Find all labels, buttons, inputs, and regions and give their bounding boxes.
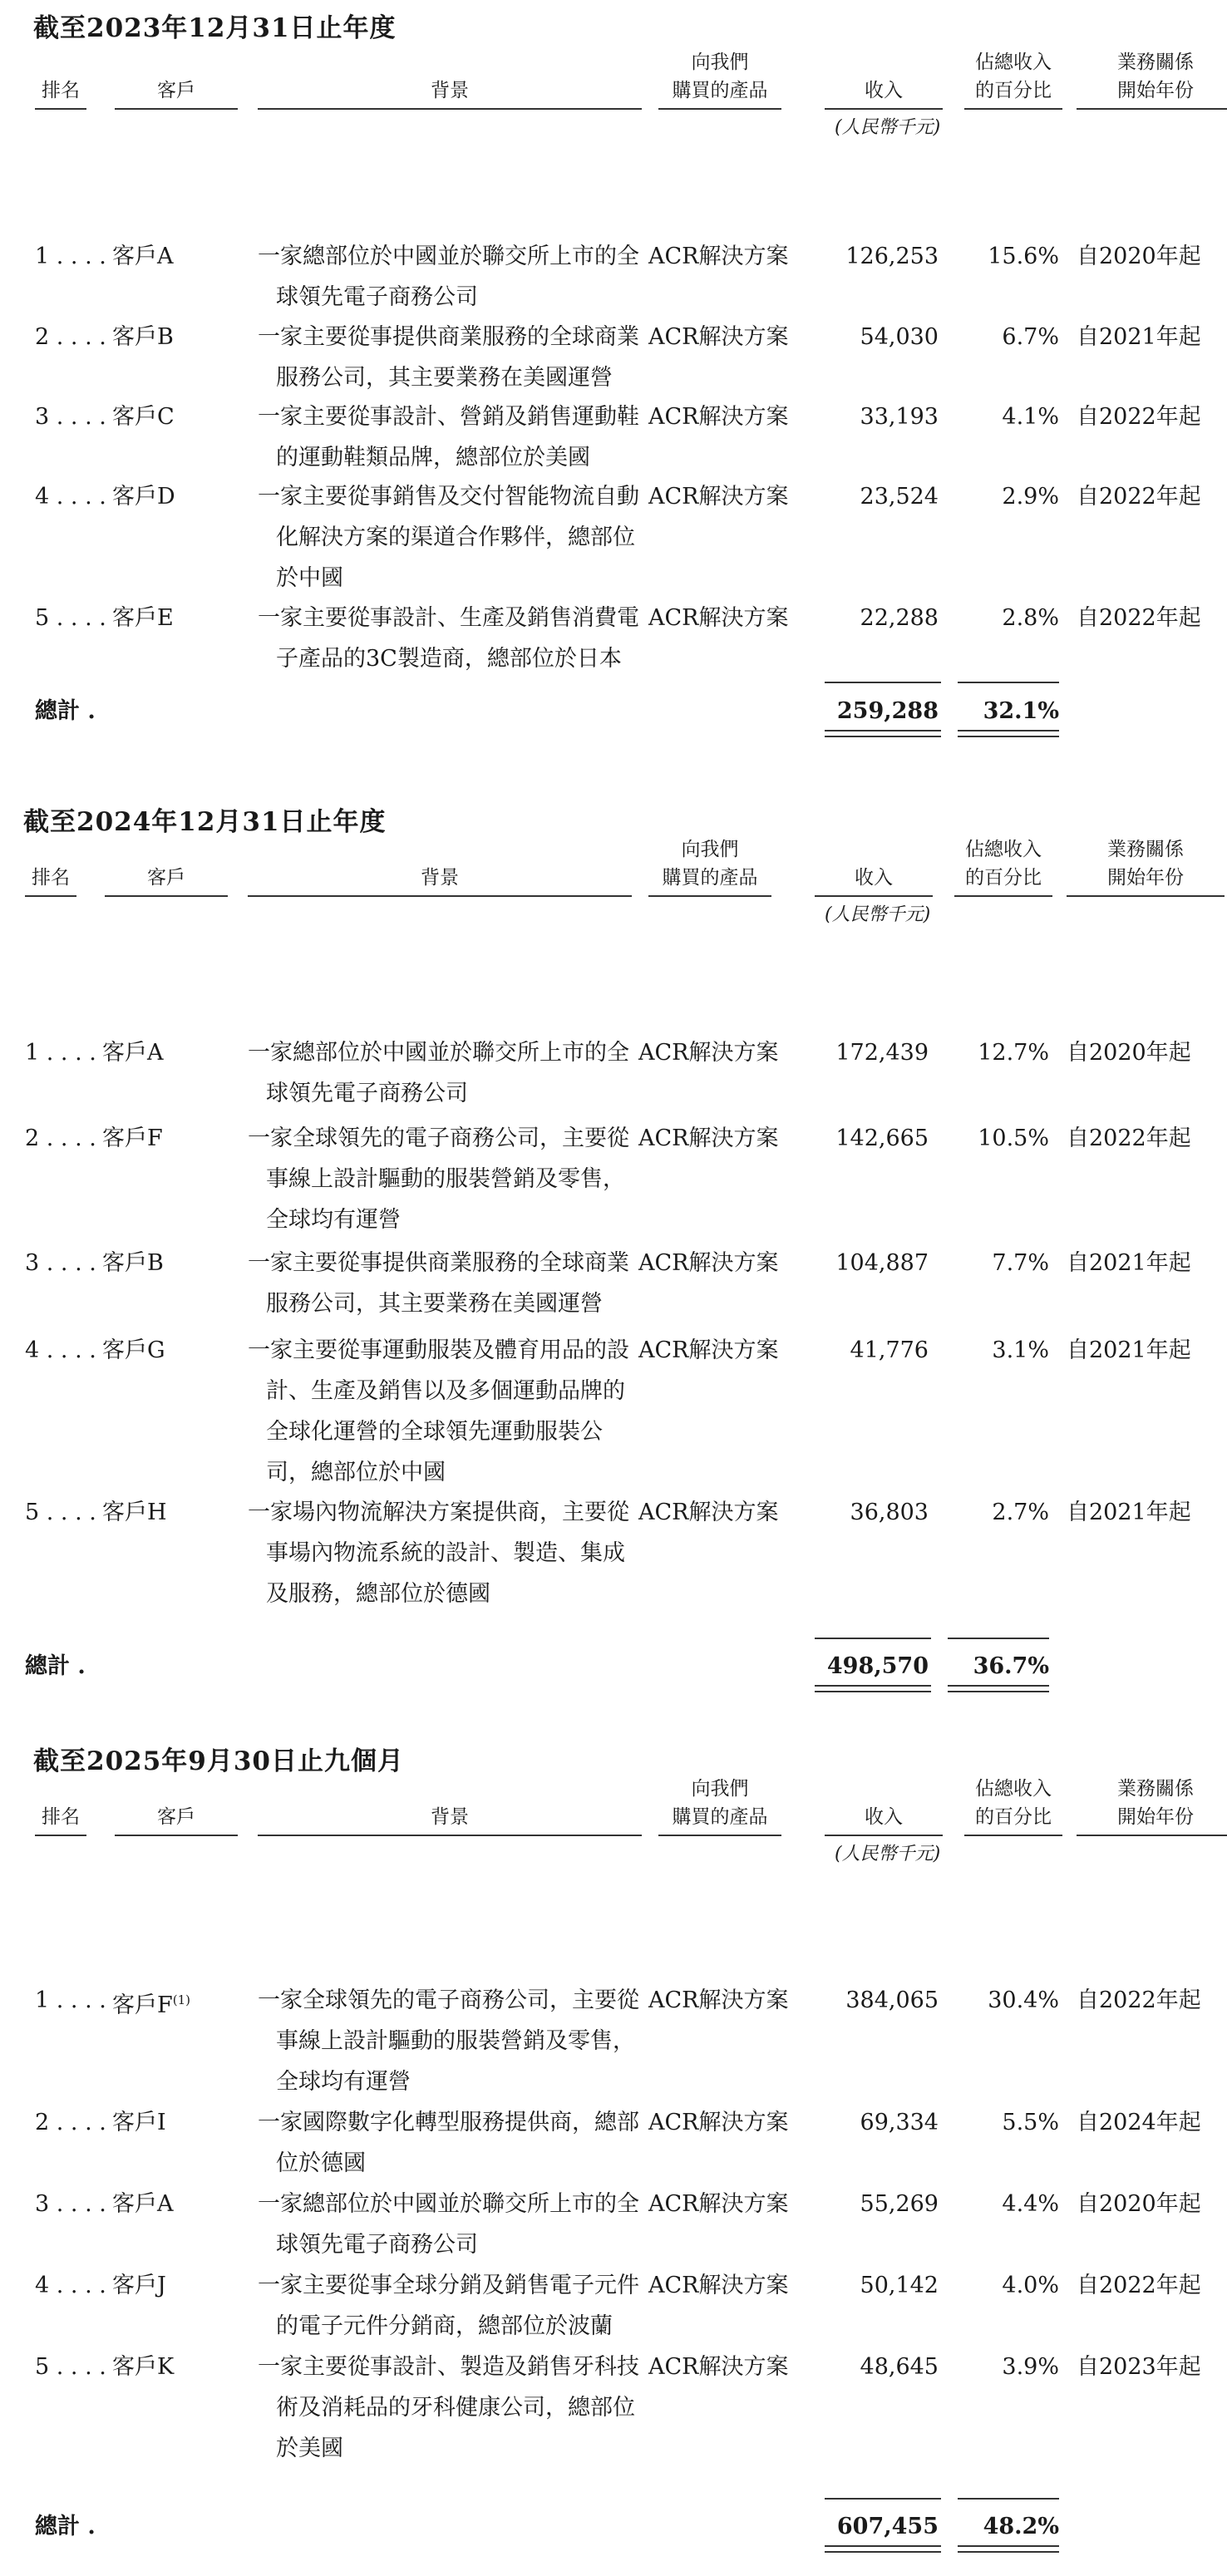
pct-cell: 12.7% [978,1040,1049,1066]
revenue-cell: 126,253 [845,244,939,269]
customer-cell: 客戶A [112,2191,174,2217]
revenue-cell: 41,776 [850,1337,929,1363]
header-pct [964,48,1062,105]
background-line: 球領先電子商務公司 [276,284,478,310]
background-line: 一家主要從事全球分銷及銷售電子元件 [258,2273,639,2298]
header-pct [954,835,1052,892]
background-line: 計、生產及銷售以及多個運動品牌的 [266,1378,625,1404]
pct-cell: 5.5% [1002,2110,1059,2135]
background-cell [258,598,639,679]
header-start [1077,48,1227,105]
header-product-line: 購買的產品 [672,1806,768,1828]
header-rule [825,108,943,110]
revenue-unit: (人民幣千元) [825,904,931,925]
background-line: 術及消耗品的牙科健康公司，總部位 [276,2395,635,2421]
background-line: 的電子元件分銷商，總部位於波蘭 [276,2313,613,2339]
rank-cell: 3 . . . . [25,1250,96,1276]
background-cell [258,2265,639,2347]
background-cell [258,2102,639,2184]
start-year-cell: 自2020年起 [1077,244,1201,269]
start-year-cell: 自2022年起 [1077,1987,1201,2013]
header-product [648,835,771,892]
header-start-line: 開始年份 [1107,867,1184,889]
rank-cell: 4 . . . . [35,2273,106,2298]
customer-cell: 客戶E [112,605,174,631]
header-pct-line: 佔總收入 [975,1778,1052,1800]
header-customer: 客戶 [157,1806,195,1828]
background-line: 一家主要從事提供商業服務的全球商業 [248,1250,629,1276]
product-cell: ACR解決方案 [648,2110,789,2135]
background-cell [258,476,639,598]
start-year-cell: 自2021年起 [1067,1250,1191,1276]
rank-cell: 2 . . . . [35,2110,106,2135]
background-line: 服務公司，其主要業務在美國運營 [266,1291,603,1317]
customer-cell: 客戶H [102,1500,167,1525]
revenue-cell: 36,803 [850,1500,929,1525]
header-customer: 客戶 [157,80,195,101]
start-year-cell: 自2021年起 [1067,1337,1191,1363]
product-cell: ACR解決方案 [648,605,789,631]
revenue-cell: 384,065 [845,1987,939,2013]
pct-cell: 4.4% [1002,2191,1059,2217]
pct-cell: 3.9% [1002,2354,1059,2380]
pct-cell: 7.7% [992,1250,1049,1276]
product-cell: ACR解決方案 [638,1125,779,1151]
customer-cell: 客戶J [112,2273,166,2298]
rank-cell: 4 . . . . [35,484,106,510]
revenue-cell: 50,142 [860,2273,939,2298]
header-rank: 排名 [42,80,80,101]
start-year-cell: 自2020年起 [1077,2191,1201,2217]
header-rule [658,108,781,110]
product-cell: ACR解決方案 [648,404,789,430]
background-line: 一家全球領先的電子商務公司，主要從 [248,1125,629,1151]
header-pct-line: 佔總收入 [965,839,1042,860]
background-line: 一家主要從事運動服裝及體育用品的設 [248,1337,629,1363]
header-rule [964,108,1062,110]
product-cell: ACR解決方案 [638,1040,779,1066]
product-cell: ACR解決方案 [638,1500,779,1525]
background-line: 事線上設計驅動的服裝營銷及零售， [266,1166,625,1192]
revenue-unit: (人民幣千元) [835,1844,941,1864]
background-cell [258,2347,639,2469]
background-line: 服務公司，其主要業務在美國運營 [276,365,613,391]
total-pct: 48.2% [983,2514,1059,2539]
header-product-line: 向我們 [681,839,739,860]
header-revenue: 收入 [865,80,903,101]
rank-cell: 5 . . . . [35,2354,106,2380]
background-cell [258,236,639,318]
revenue-cell: 22,288 [860,605,939,631]
pct-cell: 2.9% [1002,484,1059,510]
product-cell: ACR解決方案 [638,1250,779,1276]
rank-cell: 1 . . . . [25,1040,96,1066]
total-double-rule [825,2545,941,2553]
total-top-rule [958,682,1059,683]
background-cell [248,1118,629,1240]
start-year-cell: 自2022年起 [1067,1125,1191,1151]
start-year-cell: 自2022年起 [1077,484,1201,510]
start-year-cell: 自2021年起 [1077,324,1201,350]
background-cell [258,317,639,398]
background-line: 一家國際數字化轉型服務提供商，總部 [258,2110,639,2135]
revenue-cell: 55,269 [860,2191,939,2217]
table-section [0,1733,1227,2564]
header-start-line: 業務關係 [1107,839,1184,860]
total-top-rule [948,1638,1049,1639]
start-year-cell: 自2023年起 [1077,2354,1201,2380]
total-double-rule [958,730,1059,737]
pct-cell: 4.0% [1002,2273,1059,2298]
customer-cell: 客戶$F^{(1)}$ [112,1992,190,2018]
background-line: 一家總部位於中國並於聯交所上市的全 [258,244,639,269]
header-rule [258,108,642,110]
total-label: 總計 . [35,698,96,724]
background-line: 子產品的3C製造商，總部位於日本 [276,646,622,672]
background-line: 一家主要從事提供商業服務的全球商業 [258,324,639,350]
header-product-line: 購買的產品 [672,80,768,101]
header-rule [258,1835,642,1836]
header-start-line: 業務關係 [1117,52,1194,73]
total-double-rule [825,730,941,737]
background-line: 的運動鞋類品牌，總部位於美國 [276,445,590,470]
total-double-rule [815,1685,931,1692]
pct-cell: 6.7% [1002,324,1059,350]
customer-cell: 客戶A [112,244,174,269]
rank-cell: 2 . . . . [25,1125,96,1151]
background-cell [258,2184,639,2265]
customer-cell: 客戶I [112,2110,166,2135]
background-cell [258,1980,639,2102]
header-product [658,48,781,105]
product-cell: ACR解決方案 [638,1337,779,1363]
background-line: 於美國 [276,2436,343,2461]
background-line: 司，總部位於中國 [266,1460,446,1485]
total-revenue: 259,288 [836,698,939,724]
customer-cell: 客戶D [112,484,175,510]
section-title: 截至2023年12月31日止年度 [33,13,397,43]
background-line: 球領先電子商務公司 [276,2232,478,2258]
total-double-rule [958,2545,1059,2553]
background-line: 全球均有運營 [276,2069,411,2095]
background-cell [248,1243,629,1324]
header-pct-line: 的百分比 [975,1806,1052,1828]
table-section [0,0,1227,831]
background-line: 一家全球領先的電子商務公司，主要從 [258,1987,639,2013]
product-cell: ACR解決方案 [648,2273,789,2298]
background-line: 位於德國 [276,2150,366,2176]
rank-cell: 5 . . . . [35,605,106,631]
total-pct: 36.7% [973,1653,1049,1679]
header-start [1067,835,1225,892]
revenue-unit: (人民幣千元) [835,117,941,138]
background-line: 全球化運營的全球領先運動服裝公 [266,1419,603,1445]
background-line: 化解決方案的渠道合作夥伴，總部位 [276,525,635,550]
start-year-cell: 自2021年起 [1067,1500,1191,1525]
background-cell [248,1492,629,1614]
rank-cell: 2 . . . . [35,324,106,350]
background-line: 一家總部位於中國並於聯交所上市的全 [258,2191,639,2217]
rank-cell: 1 . . . . [35,244,106,269]
customer-cell: 客戶K [112,2354,175,2380]
revenue-cell: 23,524 [860,484,939,510]
customer-cell: 客戶F [102,1125,163,1151]
total-top-rule [825,2498,941,2500]
product-cell: ACR解決方案 [648,2191,789,2217]
header-rule [1077,108,1227,110]
header-customer: 客戶 [147,867,185,889]
pct-cell: 15.6% [988,244,1059,269]
header-rule [25,895,76,897]
total-revenue: 498,570 [826,1653,929,1679]
background-line: 一家主要從事銷售及交付智能物流自動 [258,484,639,510]
header-product-line: 購買的產品 [662,867,758,889]
header-pct-line: 佔總收入 [975,52,1052,73]
header-rule [115,1835,238,1836]
header-background: 背景 [431,80,469,101]
start-year-cell: 自2022年起 [1077,2273,1201,2298]
section-title: 截至2025年9月30日止九個月 [33,1746,404,1776]
rank-cell: 4 . . . . [25,1337,96,1363]
pct-cell: 10.5% [978,1125,1049,1151]
background-line: 及服務，總部位於德國 [266,1581,490,1607]
background-line: 事場內物流系統的設計、製造、集成 [266,1540,625,1566]
rank-cell: 3 . . . . [35,2191,106,2217]
table-section [0,794,1227,1679]
section-title: 截至2024年12月31日止年度 [23,807,387,837]
revenue-cell: 104,887 [835,1250,929,1276]
header-revenue: 收入 [855,867,893,889]
header-rule [115,108,238,110]
footnote-marker: (1) [172,1992,190,2007]
revenue-cell: 172,439 [835,1040,929,1066]
header-rank: 排名 [32,867,70,889]
header-rule [815,895,933,897]
background-line: 一家總部位於中國並於聯交所上市的全 [248,1040,629,1066]
header-rule [105,895,228,897]
background-line: 全球均有運營 [266,1207,401,1233]
product-cell: ACR解決方案 [648,484,789,510]
header-rule [35,108,86,110]
background-line: 於中國 [276,565,343,591]
total-top-rule [825,682,941,683]
customer-cell: 客戶B [102,1250,164,1276]
header-rule [648,895,771,897]
rank-cell: 5 . . . . [25,1500,96,1525]
rank-cell: 3 . . . . [35,404,106,430]
header-pct-line: 的百分比 [965,867,1042,889]
header-rank: 排名 [42,1806,80,1828]
total-top-rule [958,2498,1059,2500]
background-cell [248,1330,629,1493]
revenue-cell: 33,193 [860,404,939,430]
total-pct: 32.1% [983,698,1059,724]
header-rule [1077,1835,1227,1836]
header-start-line: 業務關係 [1117,1778,1194,1800]
start-year-cell: 自2022年起 [1077,605,1201,631]
pct-cell: 3.1% [992,1337,1049,1363]
header-rule [825,1835,943,1836]
revenue-cell: 69,334 [860,2110,939,2135]
pct-cell: 2.8% [1002,605,1059,631]
header-rule [1067,895,1225,897]
background-line: 球領先電子商務公司 [266,1081,468,1106]
header-background: 背景 [431,1806,469,1828]
header-rule [954,895,1052,897]
header-rule [964,1835,1062,1836]
header-start-line: 開始年份 [1117,80,1194,101]
total-double-rule [948,1685,1049,1692]
total-label: 總計 . [25,1653,86,1679]
total-top-rule [815,1638,931,1639]
header-background: 背景 [421,867,459,889]
pct-cell: 2.7% [992,1500,1049,1525]
start-year-cell: 自2022年起 [1077,404,1201,430]
header-rule [248,895,632,897]
header-pct [964,1775,1062,1831]
revenue-cell: 48,645 [860,2354,939,2380]
total-revenue: 607,455 [836,2514,939,2539]
rank-cell: 1 . . . . [35,1987,106,2013]
pct-cell: 4.1% [1002,404,1059,430]
revenue-cell: 142,665 [835,1125,929,1151]
background-line: 一家主要從事設計、營銷及銷售運動鞋 [258,404,639,430]
header-start [1077,1775,1227,1831]
revenue-cell: 54,030 [860,324,939,350]
customer-cell: 客戶B [112,324,174,350]
product-cell: ACR解決方案 [648,1987,789,2013]
background-cell [248,1032,629,1114]
product-cell: ACR解決方案 [648,244,789,269]
total-label: 總計 . [35,2514,96,2539]
background-line: 一家場內物流解決方案提供商，主要從 [248,1500,629,1525]
customer-cell: 客戶C [112,404,175,430]
header-rule [35,1835,86,1836]
product-cell: ACR解決方案 [648,2354,789,2380]
start-year-cell: 自2020年起 [1067,1040,1191,1066]
background-cell [258,396,639,478]
pct-cell: 30.4% [988,1987,1059,2013]
header-product-line: 向我們 [691,1778,749,1800]
header-product [658,1775,781,1831]
customer-cell: 客戶A [102,1040,164,1066]
start-year-cell: 自2024年起 [1077,2110,1201,2135]
background-line: 一家主要從事設計、製造及銷售牙科技 [258,2354,639,2380]
header-start-line: 開始年份 [1117,1806,1194,1828]
header-pct-line: 的百分比 [975,80,1052,101]
product-cell: ACR解決方案 [648,324,789,350]
header-product-line: 向我們 [691,52,749,73]
header-revenue: 收入 [865,1806,903,1828]
customer-cell: 客戶G [102,1337,165,1363]
background-line: 事線上設計驅動的服裝營銷及零售， [276,2028,635,2054]
background-line: 一家主要從事設計、生產及銷售消費電 [258,605,639,631]
header-rule [658,1835,781,1836]
